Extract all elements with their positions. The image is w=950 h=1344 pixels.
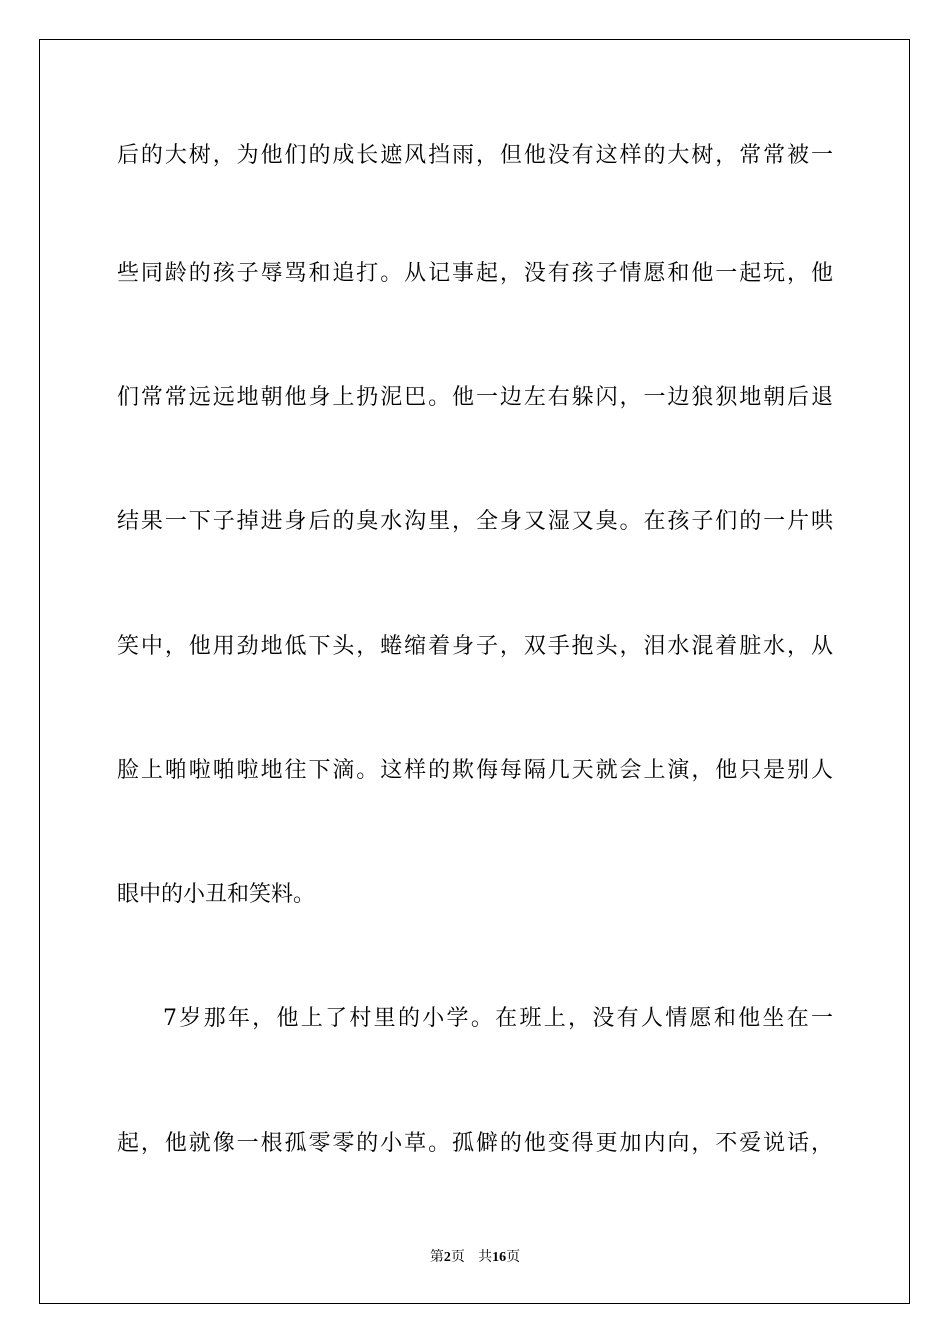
paragraph-line-4: 结果一下子掉进身后的臭水沟里，全身又湿又臭。在孩子们的一片哄: [117, 509, 833, 534]
footer-page-suffix: 页: [450, 1249, 465, 1265]
paragraph-line-1: 后的大树，为他们的成长遮风挡雨，但他没有这样的大树，常常被一: [117, 143, 833, 168]
paragraph-2-line-1: 7岁那年，他上了村里的小学。在班上，没有人情愿和他坐在一: [163, 1006, 833, 1031]
paragraph-2-line-2: 起，他就像一根孤零零的小草。孤僻的他变得更加内向，不爱说话，: [117, 1131, 833, 1156]
footer-page-prefix: 第: [429, 1249, 444, 1265]
paragraph-line-6: 脸上啪啦啪啦地往下滴。这样的欺侮每隔几天就会上演，他只是别人: [117, 758, 833, 783]
footer-page-total: 16: [492, 1250, 507, 1265]
paragraph-line-5: 笑中，他用劲地低下头，蜷缩着身子，双手抱头，泪水混着脏水，从: [117, 634, 833, 659]
paragraph-line-3: 们常常远远地朝他身上扔泥巴。他一边左右躲闪，一边狼狈地朝后退: [117, 385, 833, 410]
footer-page-current: 2: [443, 1250, 451, 1265]
paragraph-line-2: 些同龄的孩子辱骂和追打。从记事起，没有孩子情愿和他一起玩，他: [117, 261, 833, 286]
footer-total-prefix: 共: [478, 1249, 493, 1265]
paragraph-line-7: 眼中的小丑和笑料。: [117, 882, 316, 907]
footer-total-suffix: 页: [506, 1249, 521, 1265]
page-border: [39, 39, 910, 1304]
page-footer: [0, 1247, 950, 1268]
